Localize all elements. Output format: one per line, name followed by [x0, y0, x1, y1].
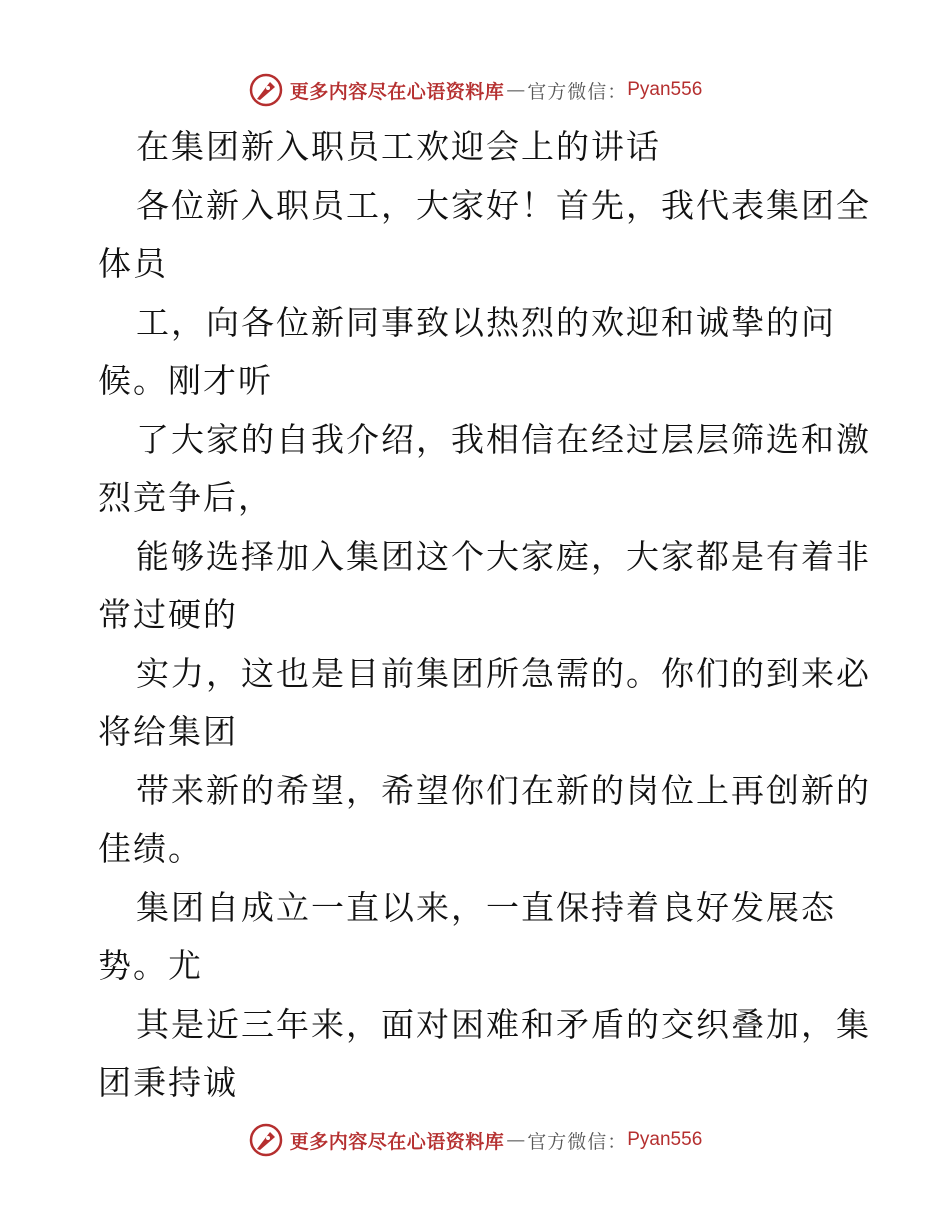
paragraph-line: 候。刚才听	[98, 361, 273, 400]
header-watermark	[0, 70, 950, 110]
pen-nib-logo-icon	[248, 1122, 284, 1158]
paragraph-line: 工，向各位新同事致以热烈的欢迎和诚挚的问	[136, 302, 836, 342]
paragraph-line: 带来新的希望，希望你们在新的岗位上再创新的	[136, 770, 871, 810]
paragraph-line: 势。尤	[98, 946, 203, 985]
pen-nib-logo-icon	[248, 72, 284, 108]
paragraph-line: 烈竞争后，	[98, 478, 273, 517]
paragraph-line: 佳绩。	[98, 829, 203, 868]
watermark-handle: Pyan556	[627, 79, 703, 100]
paragraph-line: 将给集团	[98, 712, 238, 751]
document-body	[98, 118, 871, 1113]
paragraph-line: 体员	[98, 244, 168, 283]
watermark-lead: 更多内容尽在心语资料库	[289, 80, 505, 103]
paragraph-line: 其是近三年来，面对困难和矛盾的交织叠加，集	[136, 1004, 871, 1044]
paragraph-line: 实力，这也是目前集团所急需的。你们的到来必	[136, 653, 871, 693]
paragraph-line: 了大家的自我介绍，我相信在经过层层筛选和激	[136, 419, 871, 459]
watermark-dash: —	[506, 79, 526, 101]
paragraph-line: 常过硬的	[98, 595, 238, 634]
watermark-dash: —	[506, 1129, 526, 1151]
paragraph-line: 各位新入职员工，大家好！首先，我代表集团全	[136, 185, 871, 225]
watermark-lead: 更多内容尽在心语资料库	[289, 1130, 505, 1153]
watermark-wechat-label: 官方微信：	[527, 1130, 628, 1153]
watermark-handle: Pyan556	[627, 1129, 703, 1150]
watermark-wechat-label: 官方微信：	[527, 80, 628, 103]
paragraph-line: 能够选择加入集团这个大家庭，大家都是有着非	[136, 536, 871, 576]
paragraph-line: 集团自成立一直以来，一直保持着良好发展态	[136, 887, 836, 927]
footer-watermark	[0, 1120, 950, 1160]
document-title: 在集团新入职员工欢迎会上的讲话	[136, 127, 661, 166]
paragraph-line: 团秉持诚	[98, 1063, 238, 1102]
